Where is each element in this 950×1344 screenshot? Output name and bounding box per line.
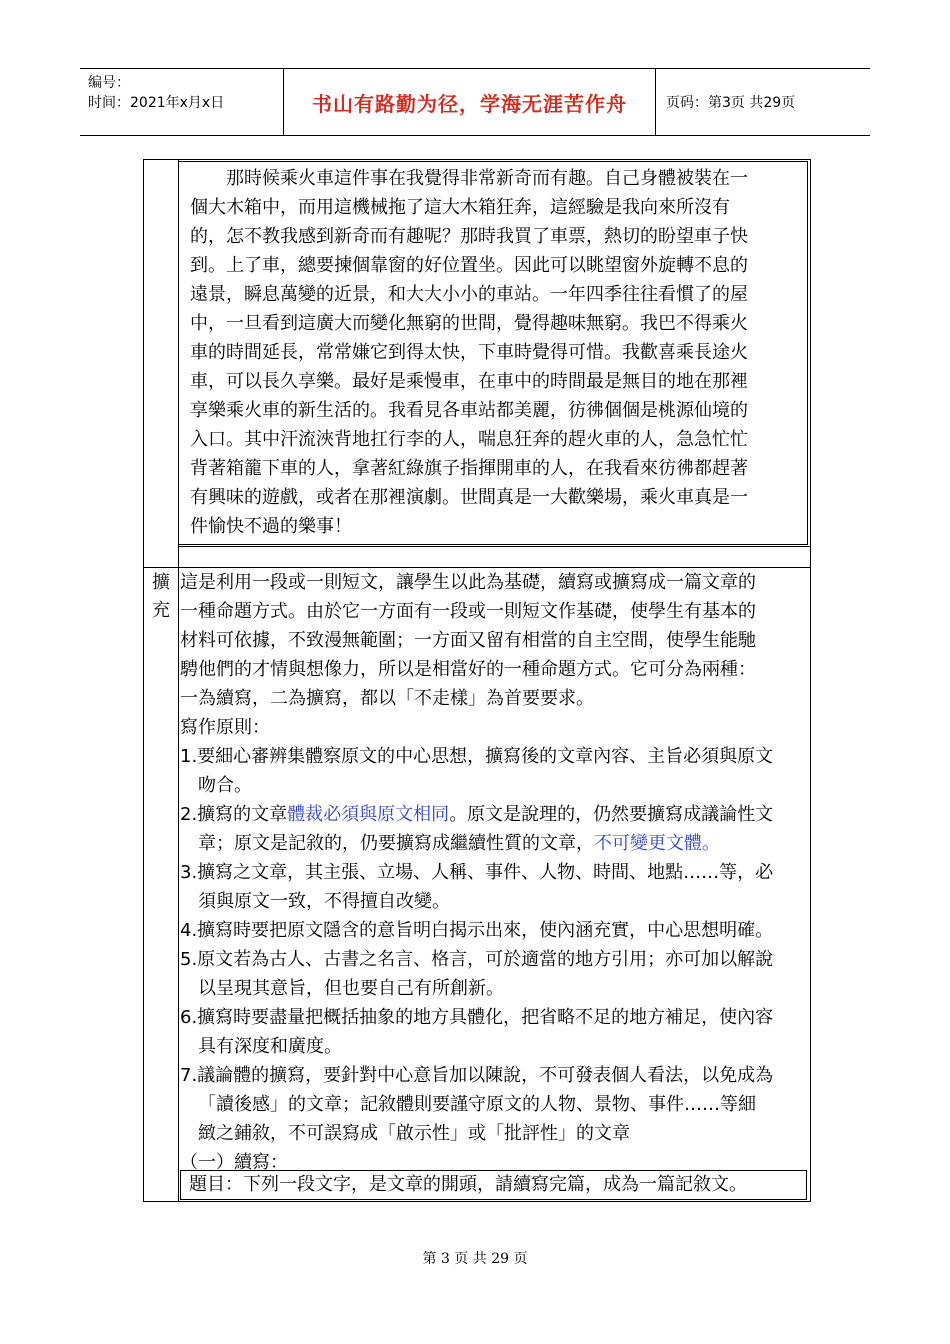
page-footer: 第 3 页 共 29 页: [422, 1251, 528, 1267]
principle-5-cont: 以呈現其意旨，但也要自己有所創新。: [198, 978, 504, 999]
header-motto: 书山有路勤为径，学海无涯苦作舟: [312, 91, 627, 116]
principle-2-text: 章；原文是記敘的，仍要擴寫成繼續性質的文章，: [198, 833, 594, 854]
passage-line: 那時候乘火車這件事在我覺得非常新奇而有趣。自己身體被裝在一: [226, 168, 748, 189]
header-page-info: 页码：第3页 共29页: [666, 95, 796, 111]
principle-1-cont: 吻合。: [198, 775, 252, 796]
header-motto-cell: [284, 69, 656, 135]
intro-line: 騁他們的才情與想像力，所以是相當好的一種命題方式。它可分為兩種：: [180, 659, 756, 680]
section-side-label: [147, 569, 175, 625]
passage-line: 個大木箱中，而用這機械拖了這大木箱狂奔，這經驗是我向來所沒有: [190, 197, 730, 218]
principle-2-text: 。: [702, 833, 720, 854]
principle-6: 6.擴寫時要盡量把概括抽象的地方具體化，把省略不足的地方補足，使內容: [180, 1007, 774, 1028]
expansion-section: [180, 568, 810, 1177]
principle-5: 5.原文若為古人、古書之名言、格言，可於適當的地方引用；亦可加以解說: [180, 949, 774, 970]
topic-box: 題目：下列一段文字，是文章的開頭，請續寫完篇，成為一篇記敘文。: [180, 1170, 807, 1200]
principle-3-cont: 須與原文一致，不得擅自改變。: [198, 891, 450, 912]
passage-line: 有興味的遊戲，或者在那裡演劇。世間真是一大歡樂場，乘火車真是一: [190, 487, 748, 508]
principle-7-cont: 緻之鋪敘，不可誤寫成「啟示性」或「批評性」的文章: [198, 1123, 630, 1144]
principle-1: 1.要細心審辨集體察原文的中心思想，擴寫後的文章內容、主旨必須與原文: [180, 746, 774, 767]
table-row-divider-inner: [178, 546, 810, 547]
passage-line: 中，一旦看到這廣大而變化無窮的世間，覺得趣味無窮。我巴不得乘火: [190, 313, 748, 334]
intro-line: 這是利用一段或一則短文，讓學生以此為基礎，續寫或擴寫成一篇文章的: [180, 572, 756, 593]
passage-line: 車的時間延長，常常嫌它到得太快，下車時覺得可惜。我歡喜乘長途火: [190, 342, 748, 363]
side-label-char: 擴: [152, 572, 170, 593]
passage-line: 的，怎不教我感到新奇而有趣呢？那時我買了車票，熱切的盼望車子快: [190, 226, 748, 247]
intro-line: 一種命題方式。由於它一方面有一段或一則短文作基礎，使學生有基本的: [180, 601, 756, 622]
subsection-title: （一）續寫：: [180, 1152, 288, 1173]
principle-7: 7.議論體的擴寫，要針對中心意旨加以陳說，不可發表個人看法，以免成為: [180, 1065, 774, 1086]
principle-3: 3.擴寫之文章，其主張、立場、人稱、事件、人物、時間、地點……等，必: [180, 862, 774, 883]
passage-line: 背著箱籠下車的人，拿著紅綠旗子指揮開車的人，在我看來彷彿都趕著: [190, 458, 748, 479]
principle-2-cont: [180, 829, 810, 858]
document-number-label: 编号：: [88, 75, 130, 91]
principle-2-highlight: 不可變更文體: [594, 833, 702, 854]
document-date: 时间：2021年x月x日: [88, 95, 225, 111]
principle-4: 4.擴寫時要把原文隱含的意旨明白揭示出來，使內涵充實，中心思想明確。: [180, 920, 774, 941]
principle-2-text: 。原文是說理的，仍然要擴寫成議論性文: [449, 804, 774, 825]
passage-line: 車，可以長久享樂。最好是乘慢車，在車中的時間最是無目的地在那裡: [190, 371, 748, 392]
passage-line: 件愉快不過的樂事！: [190, 516, 352, 537]
passage-line: 入口。其中汗流浹背地扛行李的人，喘息狂奔的趕火車的人，急急忙忙: [190, 429, 748, 450]
intro-line: 材料可依據，不致漫無範圍；一方面又留有相當的自主空間，使學生能馳: [180, 630, 756, 651]
principle-2: [180, 800, 810, 829]
passage-line: 遠景，瞬息萬變的近景，和大大小小的車站。一年四季往往看慣了的屋: [190, 284, 748, 305]
side-label-char: 充: [152, 600, 170, 621]
principle-2-text: 2.擴寫的文章: [180, 804, 288, 825]
passage-line: 到。上了車，總要揀個靠窗的好位置坐。因此可以眺望窗外旋轉不息的: [190, 255, 748, 276]
principles-title: 寫作原則：: [180, 717, 270, 738]
principle-6-cont: 具有深度和廣度。: [198, 1036, 342, 1057]
intro-line: 一為續寫，二為擴寫，都以「不走樣」為首要要求。: [180, 688, 594, 709]
example-passage: [190, 164, 790, 541]
passage-line: 享樂乘火車的新生活的。我看見各車站都美麗，彷彿個個是桃源仙境的: [190, 400, 748, 421]
page-header: [80, 68, 870, 136]
header-meta: [80, 69, 284, 135]
principle-7-cont: 「讀後感」的文章；記敘體則要謹守原文的人物、景物、事件……等細: [198, 1094, 756, 1115]
principle-2-highlight: 體裁必須與原文相同: [287, 804, 450, 825]
